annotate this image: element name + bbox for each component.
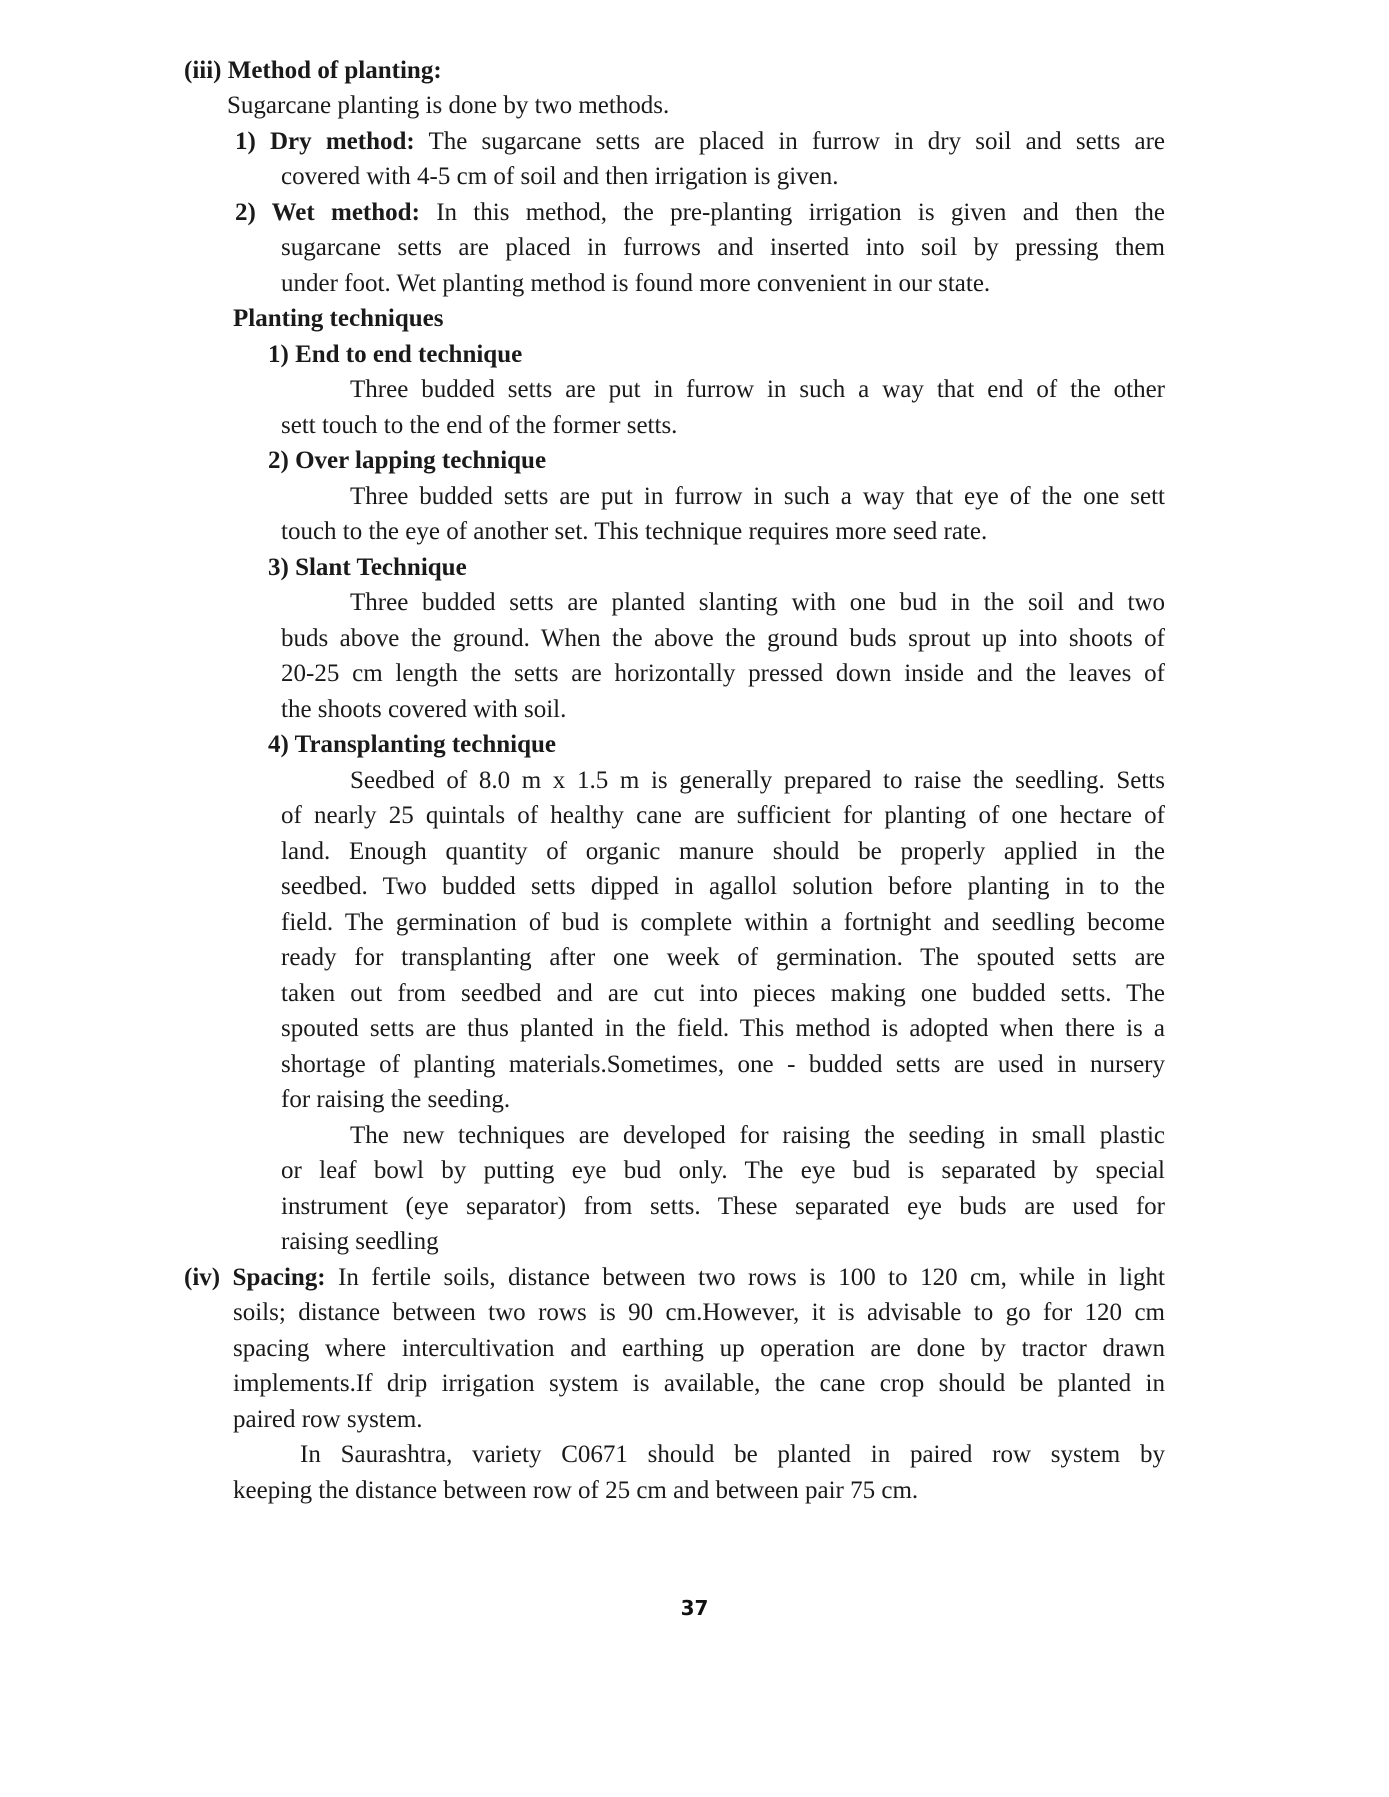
dry-method-text: The sugarcane setts are placed in furrow in dry soil and setts are — [414, 128, 1165, 155]
dry-method-label: 1) Dry method: — [235, 128, 415, 155]
technique-title-slant: 3) Slant Technique — [268, 554, 467, 581]
transplanting-line-4: seedbed. Two budded setts dipped in agallol solution before planting in to the — [281, 873, 1165, 900]
wet-method-text: In this method, the pre-planting irrigation is given and then the — [419, 199, 1165, 226]
dry-method-line-2: covered with 4-5 cm of soil and then irrigation is given. — [281, 163, 839, 190]
transplanting-line-6: ready for transplanting after one week of germination. The spouted setts are — [281, 944, 1165, 971]
spacing-line-4: implements.If drip irrigation system is available, the cane crop should be planted in — [233, 1370, 1165, 1397]
dry-method-line-1 — [235, 127, 1165, 157]
transplanting-line-8: spouted setts are thus planted in the field. This method is adopted when there is a — [281, 1015, 1165, 1042]
end-to-end-line-2: sett touch to the end of the former setts. — [281, 412, 678, 439]
new-techniques-line-2: or leaf bowl by putting eye bud only. The eye bud is separated by special — [281, 1157, 1165, 1184]
transplanting-line-5: field. The germination of bud is complete within a fortnight and seedling become — [281, 909, 1165, 936]
page-number: 37 — [680, 1596, 709, 1620]
technique-title-end-to-end: 1) End to end technique — [268, 341, 523, 368]
saurashtra-line-2: keeping the distance between row of 25 cm and between pair 75 cm. — [233, 1477, 919, 1504]
planting-techniques-heading: Planting techniques — [233, 305, 444, 332]
transplanting-line-1: Seedbed of 8.0 m x 1.5 m is generally prepared to raise the seedling. Setts — [350, 767, 1165, 794]
spacing-line-1 — [184, 1263, 1165, 1293]
saurashtra-line-1: In Saurashtra, variety C0671 should be planted in paired row system by — [300, 1441, 1165, 1468]
new-techniques-line-1: The new techniques are developed for raising the seeding in small plastic — [350, 1122, 1165, 1149]
slant-line-2: buds above the ground. When the above the ground buds sprout up into shoots of — [281, 625, 1165, 652]
transplanting-line-10: for raising the seeding. — [281, 1086, 511, 1113]
technique-title-over-lapping: 2) Over lapping technique — [268, 447, 547, 474]
transplanting-line-9: shortage of planting materials.Sometimes, one - budded setts are used in nursery — [281, 1051, 1165, 1078]
transplanting-line-3: land. Enough quantity of organic manure should be properly applied in the — [281, 838, 1165, 865]
wet-method-line-2: sugarcane setts are placed in furrows and inserted into soil by pressing them — [281, 234, 1165, 261]
intro-text: Sugarcane planting is done by two methods. — [227, 92, 670, 119]
spacing-label: (iv) Spacing: — [184, 1264, 326, 1291]
spacing-line-3: spacing where intercultivation and earthing up operation are done by tractor drawn — [233, 1335, 1165, 1362]
wet-method-line-3: under foot. Wet planting method is found more convenient in our state. — [281, 270, 991, 297]
wet-method-line-1 — [235, 198, 1165, 228]
spacing-line-2: soils; distance between two rows is 90 cm.However, it is advisable to go for 120 cm — [233, 1299, 1165, 1326]
transplanting-line-2: of nearly 25 quintals of healthy cane are sufficient for planting of one hectare of — [281, 802, 1165, 829]
spacing-text: In fertile soils, distance between two rows is 100 to 120 cm, while in light — [325, 1264, 1165, 1291]
slant-line-3: 20-25 cm length the setts are horizontally pressed down inside and the leaves of — [281, 660, 1165, 687]
over-lapping-line-2: touch to the eye of another set. This technique requires more seed rate. — [281, 518, 988, 545]
slant-line-1: Three budded setts are planted slanting with one bud in the soil and two — [350, 589, 1165, 616]
over-lapping-line-1: Three budded setts are put in furrow in such a way that eye of the one sett — [350, 483, 1165, 510]
spacing-line-5: paired row system. — [233, 1406, 423, 1433]
end-to-end-line-1: Three budded setts are put in furrow in such a way that end of the other — [350, 376, 1165, 403]
new-techniques-line-4: raising seedling — [281, 1228, 439, 1255]
wet-method-label: 2) Wet method: — [235, 199, 420, 226]
slant-line-4: the shoots covered with soil. — [281, 696, 567, 723]
technique-title-transplanting: 4) Transplanting technique — [268, 731, 557, 758]
section-heading-method-of-planting: (iii) Method of planting: — [184, 57, 442, 84]
transplanting-line-7: taken out from seedbed and are cut into pieces making one budded setts. The — [281, 980, 1165, 1007]
new-techniques-line-3: instrument (eye separator) from setts. These separated eye buds are used for — [281, 1193, 1165, 1220]
